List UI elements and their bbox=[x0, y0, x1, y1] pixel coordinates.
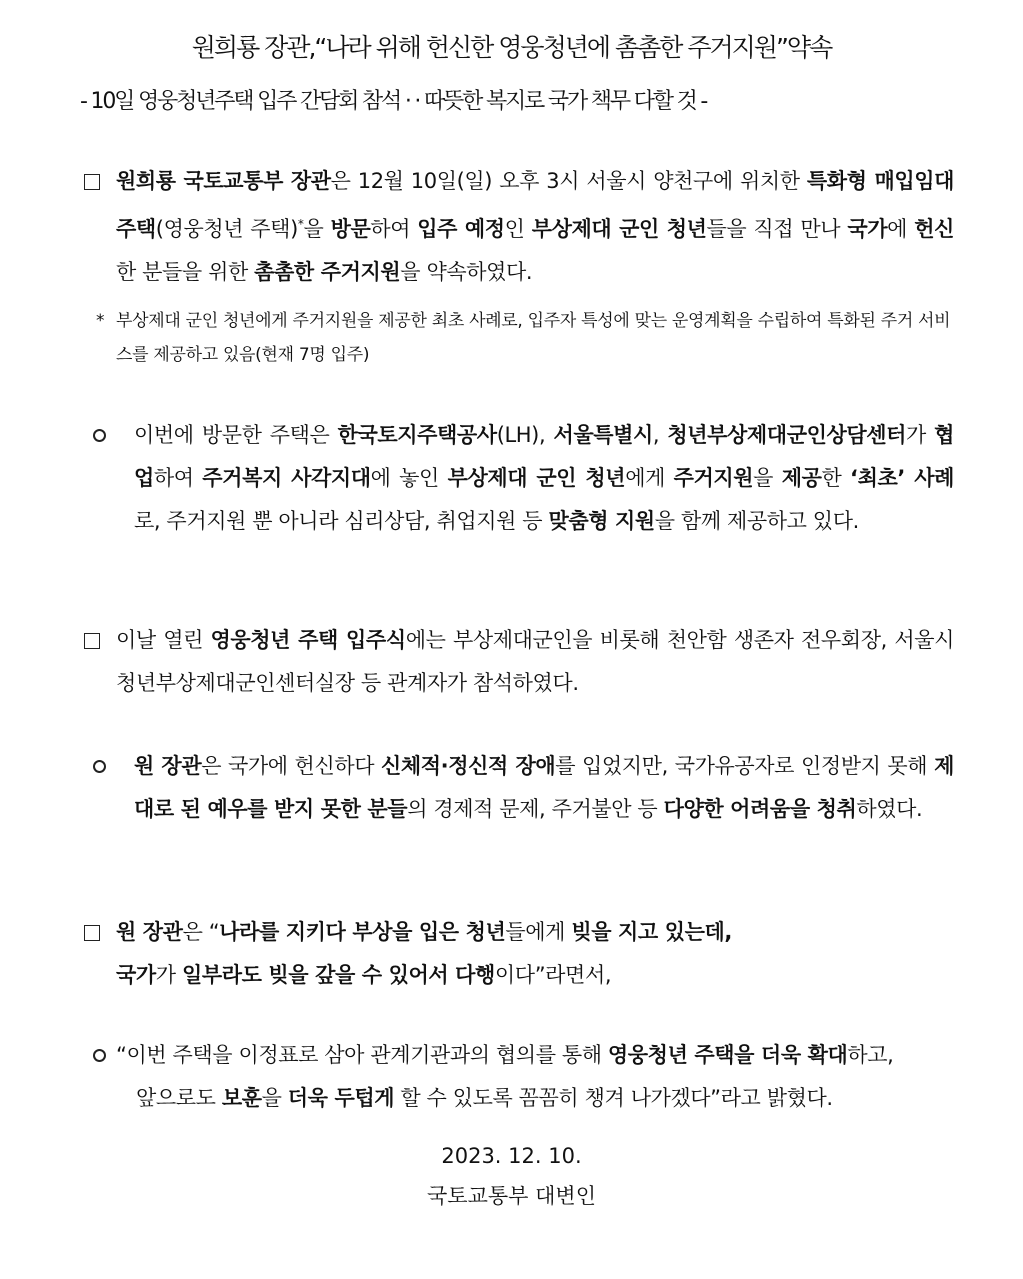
text-segment: 은 12월 10일(일) 오후 3시 서울시 양천구에 위치한 bbox=[330, 169, 807, 193]
press-release-title: 원희룡 장관,“나라 위해 헌신한 영웅청년에 촘촘한 주거지원”약속 bbox=[191, 33, 832, 62]
text-segment: 하여 bbox=[153, 466, 203, 490]
text-provide: 제공 bbox=[781, 466, 822, 490]
text-devotion: 헌신 bbox=[914, 217, 954, 241]
text-planned: 입주 예정 bbox=[417, 217, 505, 241]
text-segment: (영웅청년 주택) bbox=[155, 217, 298, 241]
circle-bullet-1 bbox=[93, 429, 106, 442]
text-segment: 한 분들을 위한 bbox=[116, 260, 255, 284]
box-bullet-3 bbox=[84, 925, 100, 941]
text-segment: 할 수 있도록 꼼꼼히 챙겨 나가겠다”라고 밝혔다. bbox=[394, 1086, 833, 1110]
text-center: 청년부상제대군인상담센터 bbox=[667, 423, 907, 447]
text-difficulties: 다양한 어려움을 청취 bbox=[663, 797, 857, 821]
text-segment: 을 bbox=[261, 1086, 288, 1110]
text-segment: 하고, bbox=[847, 1043, 894, 1067]
text-unrecognized: 제대로 된 예우를 받지 못한 분들 bbox=[134, 754, 954, 821]
footnote-text: 부상제대 군인 청년에게 주거지원을 제공한 최초 사례로, 입주자 특성에 맞는 운영계획을 수립하여 특화된 주거 서비스를 제공하고 있음(현재 7명 입주) bbox=[116, 311, 951, 365]
text-disability: 신체적·정신적 장애 bbox=[381, 754, 556, 778]
text-segment: 이다”라면서, bbox=[494, 963, 612, 987]
paragraph-ceremony bbox=[116, 619, 954, 705]
spokesperson-signature: 국토교통부 대변인 bbox=[427, 1184, 596, 1208]
text-segment: 로, 주거지원 뿐 아니라 심리상담, 취업지원 등 bbox=[134, 509, 549, 533]
text-ceremony: 영웅청년 주택 입주식 bbox=[210, 628, 406, 652]
text-custom-support: 맞춤형 지원 bbox=[548, 509, 655, 533]
circle-bullet-3 bbox=[93, 1049, 106, 1062]
footnote-star: * bbox=[96, 311, 105, 331]
text-first-case: ‘최초’ 사례 bbox=[850, 466, 954, 490]
text-segment: 을 함께 제공하고 있다. bbox=[654, 509, 859, 533]
text-segment: 앞으로도 bbox=[136, 1086, 222, 1110]
text-segment: (LH), bbox=[496, 423, 554, 447]
paragraph-quote-1 bbox=[116, 911, 954, 997]
circle-bullet-2 bbox=[93, 760, 106, 773]
paragraph-visit bbox=[116, 160, 954, 294]
release-date: 2023. 12. 10. bbox=[441, 1144, 582, 1168]
text-segment: 에 놓인 bbox=[370, 466, 448, 490]
text-segment: 인 bbox=[504, 217, 532, 241]
paragraph-quote-2 bbox=[116, 1034, 962, 1120]
text-segment: 가 bbox=[906, 423, 935, 447]
footnote-marker: * bbox=[297, 217, 304, 231]
footnote bbox=[96, 304, 956, 372]
text-segment: 은 국가에 헌신하다 bbox=[201, 754, 382, 778]
text-nation: 국가 bbox=[847, 217, 888, 241]
text-cooperation: 협업 bbox=[134, 423, 954, 490]
text-segment: 에게 bbox=[625, 466, 674, 490]
text-segment: 을 bbox=[753, 466, 782, 490]
paragraph-listening bbox=[134, 745, 954, 831]
text-veterans: 부상제대 군인 청년 bbox=[531, 217, 707, 241]
text-segment: 들에게 bbox=[505, 920, 572, 944]
text-injured-youth: 나라를 지키다 부상을 입은 청년 bbox=[219, 920, 506, 944]
text-segment: 에 bbox=[887, 217, 915, 241]
text-housing-type: 특화형 매입임대주택 bbox=[116, 169, 954, 241]
text-segment: 이번에 방문한 주택은 bbox=[134, 423, 338, 447]
text-minister: 원희룡 국토교통부 장관 bbox=[116, 169, 331, 193]
text-blind-spot: 주거복지 사각지대 bbox=[202, 466, 371, 490]
text-segment: 을 bbox=[303, 217, 331, 241]
text-segment: 을 약속하였다. bbox=[400, 260, 533, 284]
text-minister-short: 원 장관 bbox=[116, 920, 183, 944]
text-segment: “이번 주택을 이정표로 삼아 관계기관과의 협의를 통해 bbox=[116, 1043, 608, 1067]
text-expand: 영웅청년 주택을 더욱 확대 bbox=[607, 1043, 848, 1067]
text-segment: 의 경제적 문제, 주거불안 등 bbox=[407, 797, 664, 821]
text-minister-short: 원 장관 bbox=[134, 754, 202, 778]
text-veterans: 부상제대 군인 청년 bbox=[447, 466, 626, 490]
paragraph-house-details bbox=[134, 414, 954, 543]
text-segment: 가 bbox=[155, 963, 182, 987]
text-thicker: 더욱 두텁게 bbox=[287, 1086, 395, 1110]
text-segment: 들을 직접 만나 bbox=[706, 217, 848, 241]
press-release-subtitle: - 10일 영웅청년주택 입주 간담회 참석 · · 따뜻한 복지로 국가 책무 다할 것 - bbox=[80, 89, 707, 114]
text-visit: 방문 bbox=[330, 217, 371, 241]
text-segment: 은 “ bbox=[182, 920, 220, 944]
text-nation: 국가 bbox=[116, 963, 156, 987]
text-segment: 한 bbox=[821, 466, 850, 490]
text-segment: , bbox=[652, 423, 668, 447]
text-veterans-affairs: 보훈 bbox=[221, 1086, 262, 1110]
text-segment: 에는 부상제대군인을 비롯해 천안함 생존자 전우회장, 서울시 청년부상제대군인센터실장 등 관계자가 참석하였다. bbox=[116, 628, 954, 695]
box-bullet-1 bbox=[84, 174, 100, 190]
text-debt: 빚을 지고 있는데, bbox=[571, 920, 732, 944]
text-segment: 를 입었지만, 국가유공자로 인정받지 못해 bbox=[555, 754, 935, 778]
text-seoul: 서울특별시 bbox=[553, 423, 653, 447]
box-bullet-2 bbox=[84, 633, 100, 649]
text-housing-support: 주거지원 bbox=[673, 466, 754, 490]
text-lh: 한국토지주택공사 bbox=[337, 423, 497, 447]
text-segment: 하였다. bbox=[856, 797, 923, 821]
text-segment: 하여 bbox=[370, 217, 418, 241]
text-repay: 일부라도 빚을 갚을 수 있어서 다행 bbox=[181, 963, 495, 987]
text-support: 촘촘한 주거지원 bbox=[254, 260, 401, 284]
text-segment: 이날 열린 bbox=[116, 628, 211, 652]
